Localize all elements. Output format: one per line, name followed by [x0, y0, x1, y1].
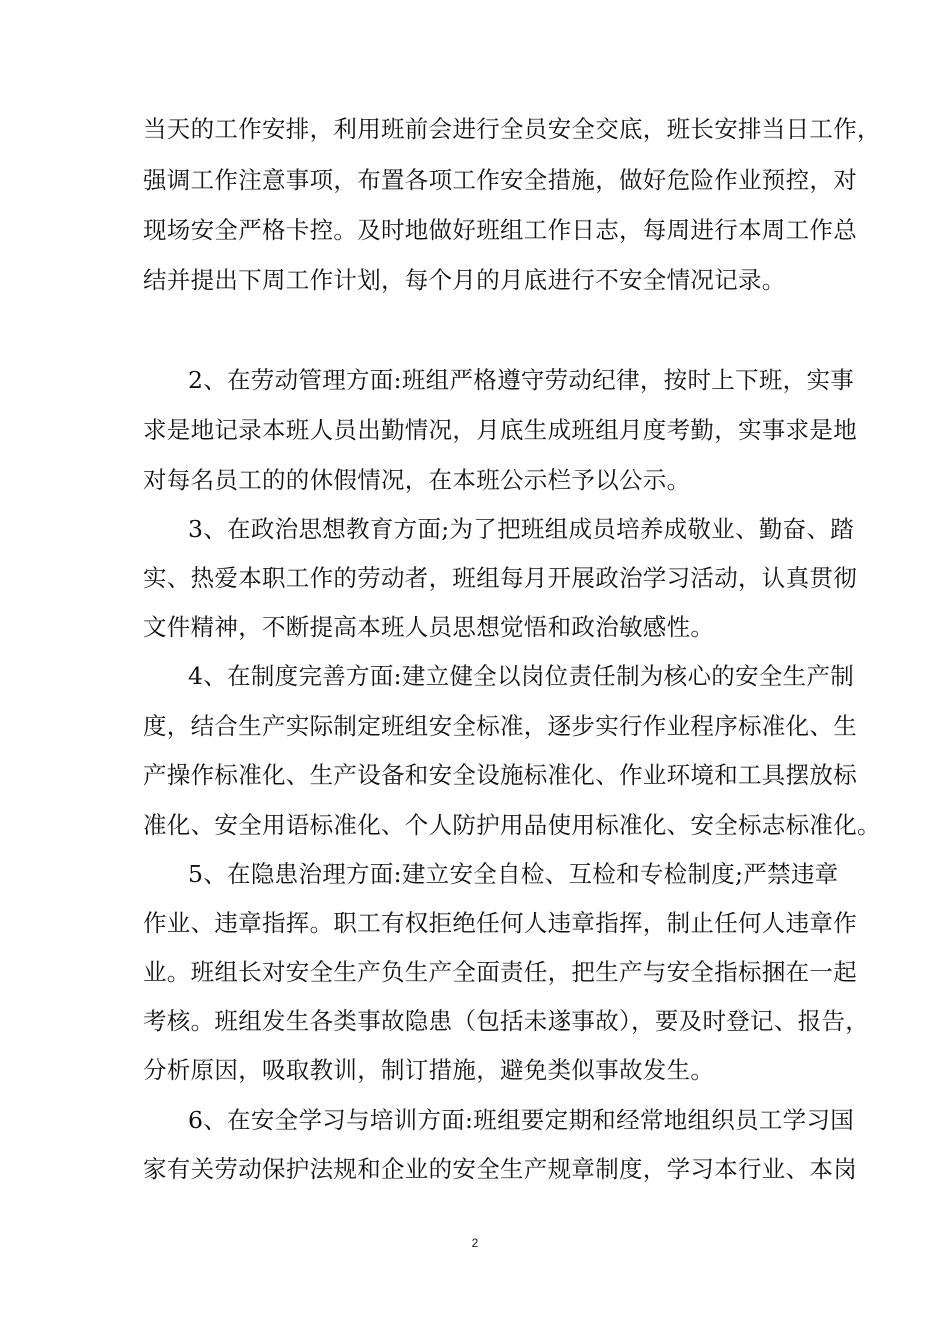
text-line: 实、热爱本职工作的劳动者，班组每月开展政治学习活动，认真贯彻	[143, 564, 857, 592]
paragraph-4-first-line: 4、在制度完善方面:建立健全以岗位责任制为核心的安全生产制	[188, 662, 855, 690]
text-line: 求是地记录本班人员出勤情况，月底生成班组月度考勤，实事求是地	[143, 416, 857, 444]
text-line: 结并提出下周工作计划，每个月的月底进行不安全情况记录。	[143, 266, 786, 294]
text-line: 家有关劳动保护法规和企业的安全生产规章制度，学习本行业、本岗	[143, 1155, 857, 1183]
text-line: 考核。班组发生各类事故隐患（包括未遂事故），要及时登记、报告，	[143, 1007, 870, 1035]
text-line: 现场安全严格卡控。及时地做好班组工作日志，每周进行本周工作总	[143, 216, 857, 244]
page-number: 2	[471, 1236, 479, 1250]
text-line: 产操作标准化、生产设备和安全设施标准化、作业环境和工具摆放标	[143, 761, 857, 789]
text-line: 对每名员工的的休假情况，在本班公示栏予以公示。	[143, 466, 691, 494]
text-line: 分析原因，吸取教训，制订措施，避免类似事故发生。	[143, 1056, 715, 1084]
paragraph-6-first-line: 6、在安全学习与培训方面:班组要定期和经常地组织员工学习国	[188, 1106, 855, 1134]
text-line: 准化、安全用语标准化、个人防护用品使用标准化、安全标志标准化。	[143, 811, 881, 839]
text-line: 强调工作注意事项，布置各项工作安全措施，做好危险作业预控，对	[143, 166, 857, 194]
text-line: 当天的工作安排，利用班前会进行全员安全交底，班长安排当日工作，	[143, 115, 881, 143]
text-line: 度，结合生产实际制定班组安全标准，逐步实行作业程序标准化、生	[143, 712, 857, 740]
paragraph-2-first-line: 2、在劳动管理方面:班组严格遵守劳动纪律，按时上下班，实事	[188, 366, 855, 394]
text-line: 业。班组长对安全生产负生产全面责任，把生产与安全指标捆在一起	[143, 958, 857, 986]
text-line: 作业、违章指挥。职工有权拒绝任何人违章指挥，制止任何人违章作	[143, 909, 857, 937]
paragraph-5-first-line: 5、在隐患治理方面:建立安全自检、互检和专检制度;严禁违章	[188, 860, 839, 888]
paragraph-3-first-line: 3、在政治思想教育方面;为了把班组成员培养成敬业、勤奋、踏	[188, 515, 855, 543]
text-line: 文件精神，不断提高本班人员思想觉悟和政治敏感性。	[143, 613, 715, 641]
